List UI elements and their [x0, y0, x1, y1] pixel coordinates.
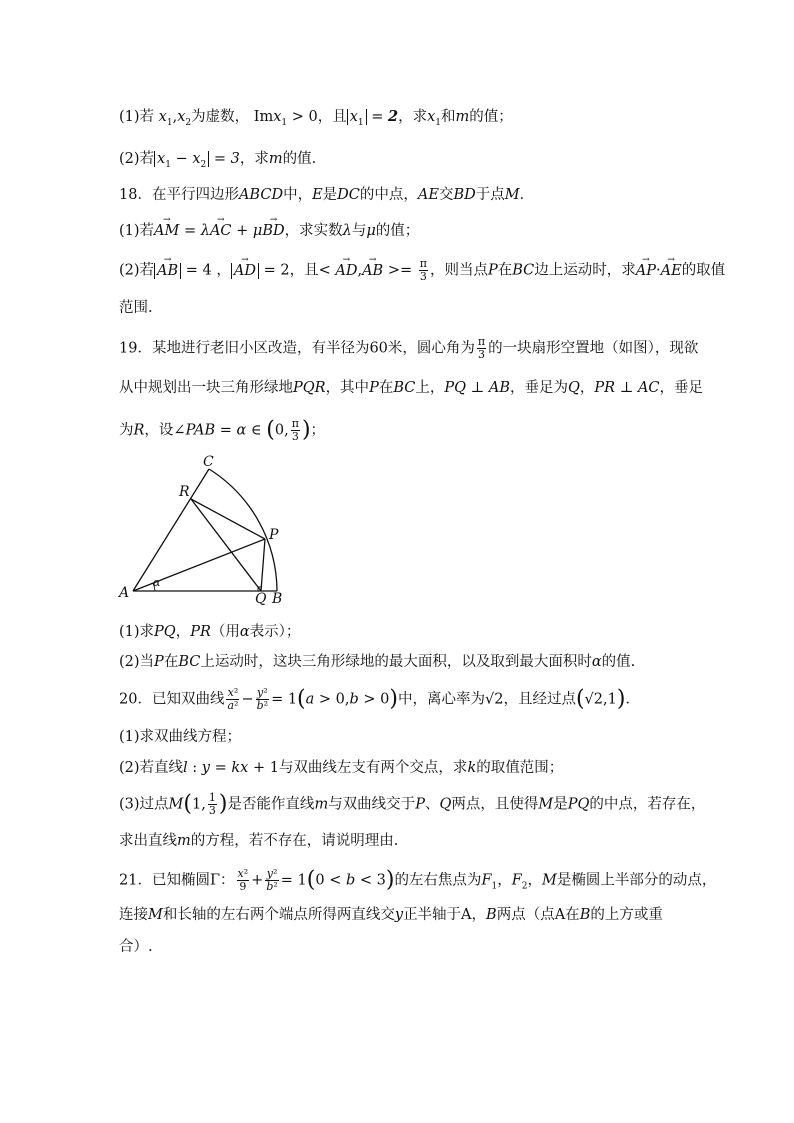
p20-q3-cont: 求出直线m的方程，若不存在，请说明理由. [119, 833, 399, 849]
p18-intro: 18．在平行四边形ABCD中，E是DC的中点，AE交BD于点M． [119, 187, 535, 203]
p18-q1: (1)若→ AM = λ→ AC + μ→ BD，求实数λ与μ的值； [119, 220, 714, 242]
p20-q2: (2)若直线l : y = kx + 1与双曲线左支有两个交点，求k的取值范围； [119, 760, 564, 776]
segment-pq [261, 539, 265, 591]
p17-q1: (1)若 $x_1,x_2$为虚数， Imx$_1$ > 0，且 $x_1 = 2$，求$x_1$和m的值； [119, 108, 513, 128]
label-b: B [272, 591, 283, 605]
label-p: P [269, 527, 279, 543]
label-q: Q [255, 591, 267, 605]
p17-q2: (2)若 $x_1 - x_2 = 3$，求m的值. [119, 151, 317, 170]
label-alpha: α [153, 576, 161, 589]
p19-line1: 19．某地进行老旧小区改造，有半径为60米，圆心角为 $\frac{\pi}{3}$ 的一块扇形空置地（如图），现欲 [119, 335, 699, 361]
label-a: A [119, 585, 130, 601]
p19-q2: (2)当P在BC上运动时，这块三角形绿地的最大面积，以及取到最大面积时α的值. [119, 654, 636, 670]
edge-ac [133, 469, 209, 591]
label-r: R [179, 484, 190, 500]
segment-pr [191, 499, 265, 539]
p21-line1: 21．已知椭圆Γ： $\frac{\text{x²}}{9}$ + $\frac{\text{y²}}{\text{b²}}$ = 1(0 < b < 3)的左右焦点为$F_1$，$F_2$，M是椭圆上半部分的动点， [119, 867, 717, 893]
p19-line3: 为R，设∠PAB = α ∈ (0, $\frac{\pi}{3}$ )； [119, 417, 326, 443]
p20-q1: (1)求双曲线方程； [119, 729, 242, 745]
p18-q2: (2)若→ AB = 4 ，→ AD = 2，且< → AD,→ AB >= $\frac{\pi}{3}$ ，则当点P在BC边上运动时，求→ AP·→ AE的取值 [119, 258, 714, 283]
p20-line1: 20．已知双曲线 $\frac{\text{x²}}{\text{a²}}$ − $\frac{\text{y²}}{\text{b²}}$ = 1(a > 0,b > 0)中，离心率为√2，且经过点(√2,1)． [119, 686, 640, 712]
p19-q1: (1)求PQ，PR（用α表示）； [119, 624, 301, 640]
label-c: C [203, 455, 214, 470]
p20-q3: (3)过点M(1, $\frac{1}{3}$ )是否能作直线m与双曲线交于P、Q两点，且使得M是PQ的中点，若存在， [119, 791, 706, 817]
sector-figure [115, 455, 290, 605]
arc-bc [209, 469, 277, 591]
p19-line2: 从中规划出一块三角形绿地PQR，其中P在BC上，PQ ⊥ AB，垂足为Q，PR ⊥ AC，垂足 [119, 380, 704, 396]
p21-line3: 合）. [119, 939, 153, 955]
p18-q2-cont: 范围. [119, 300, 153, 316]
p21-line2: 连接M和长轴的左右两个端点所得两直线交y正半轴于A，B两点（点A在B的上方或重 [119, 907, 663, 923]
